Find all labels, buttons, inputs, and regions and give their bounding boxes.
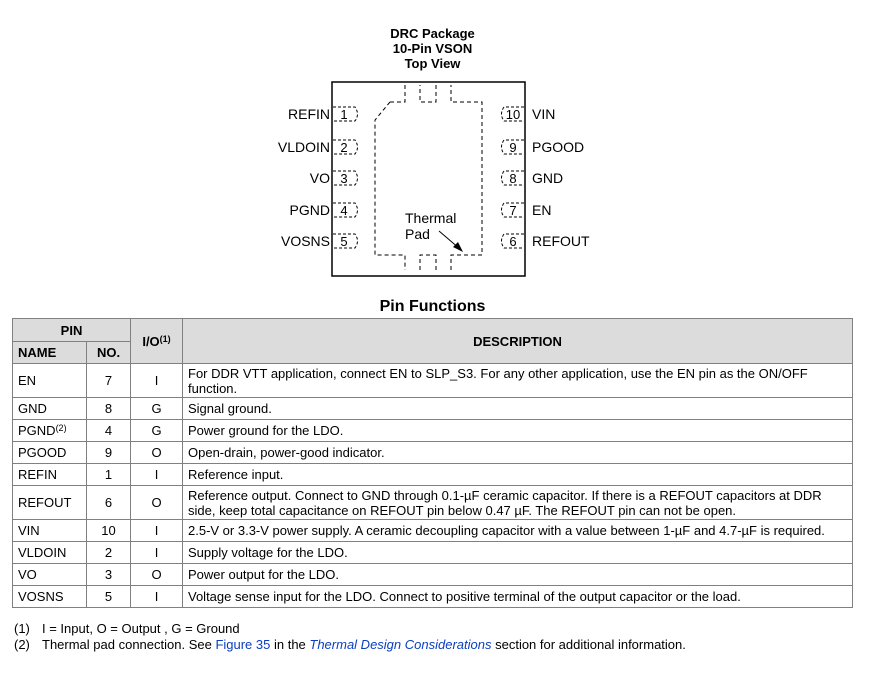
table-row (13, 464, 853, 486)
pin-name-cell (13, 564, 87, 586)
left-pin-1 (288, 106, 358, 122)
pin-number-cell: 2 (87, 542, 131, 564)
right-pin-8 (502, 170, 564, 186)
pin-description-cell: 2.5-V or 3.3-V power supply. A ceramic decoupling capacitor with a value between 1-µF and 4.7-µF is required. (183, 520, 853, 542)
left-pin-2 (278, 139, 358, 155)
pin-name: GND (18, 401, 47, 416)
package-title-line-2: 10-Pin VSON (392, 41, 473, 56)
pin-number: 6 (509, 234, 517, 249)
table-row (13, 364, 853, 398)
pin-number: 9 (509, 140, 517, 155)
table-row (13, 420, 853, 442)
pin-number: 2 (340, 140, 348, 155)
pin-description-cell: Power ground for the LDO. (183, 420, 853, 442)
thermal-design-link[interactable]: Thermal Design Considerations (309, 637, 492, 652)
pin-label: PGOOD (532, 139, 585, 155)
pin-description-cell: Reference input. (183, 464, 853, 486)
header-io-note: (1) (159, 333, 171, 344)
pin-name-cell (13, 420, 87, 442)
table-row (13, 586, 853, 608)
pin-description-cell: Supply voltage for the LDO. (183, 542, 853, 564)
thermal-label-2: Pad (405, 226, 430, 242)
pin-description-cell: Reference output. Connect to GND through 0.1-µF ceramic capacitor. If there is a REFOUT capacitors at DDR side, keep total capacitance on REFOUT pin below 0.47 µF. The REFOUT pin can not be open. (183, 486, 853, 520)
pin-io-cell: G (131, 420, 183, 442)
pin-name: VO (18, 567, 37, 582)
footnote-text-middle: in the (270, 637, 310, 652)
footnote-number: (2) (14, 637, 30, 652)
thermal-label-1: Thermal (405, 210, 457, 226)
pin-note: (2) (55, 423, 67, 433)
left-pin-3 (310, 170, 358, 186)
pin-name-cell (13, 364, 87, 398)
pin-io-cell: I (131, 586, 183, 608)
pin-io-cell: I (131, 542, 183, 564)
pin-description-cell: Signal ground. (183, 398, 853, 420)
pin-number-cell: 1 (87, 464, 131, 486)
pin-description-cell: Open-drain, power-good indicator. (183, 442, 853, 464)
table-row (13, 442, 853, 464)
pin-number: 5 (340, 234, 348, 249)
pin-io-cell: I (131, 520, 183, 542)
package-title-line-1: DRC Package (390, 26, 475, 41)
pin-number: 7 (509, 203, 517, 218)
right-pin-9 (502, 139, 585, 155)
pin-label: GND (532, 170, 564, 186)
pin-name-cell (13, 520, 87, 542)
pin-name-cell (13, 542, 87, 564)
right-pin-6 (502, 233, 591, 249)
pin-name-cell (13, 464, 87, 486)
pin-io-cell: I (131, 464, 183, 486)
pin-number: 1 (340, 107, 348, 122)
footnote-text-before: Thermal pad connection. See (42, 637, 216, 652)
footnote-2 (14, 637, 686, 653)
pin-name: PGND (18, 423, 56, 438)
pin-name: REFIN (18, 467, 57, 482)
pin-number: 3 (340, 171, 348, 186)
pin-name-cell (13, 442, 87, 464)
header-io (131, 319, 183, 364)
pin-label: VO (309, 170, 330, 186)
pin-name: VLDOIN (18, 545, 67, 560)
pin-io-cell: G (131, 398, 183, 420)
thermal-pad-outline (375, 85, 482, 270)
header-pin: PIN (13, 319, 131, 342)
pin-label: PGND (289, 202, 330, 218)
pin-io-cell: O (131, 442, 183, 464)
table-row (13, 398, 853, 420)
figure-35-link[interactable]: Figure 35 (215, 637, 271, 652)
footnotes (14, 621, 686, 653)
table-row (13, 486, 853, 520)
pin-label: EN (532, 202, 552, 218)
left-pin-4 (290, 202, 358, 218)
pin-number: 8 (509, 171, 517, 186)
pin-label: REFOUT (532, 233, 590, 249)
pin-number-cell: 8 (87, 398, 131, 420)
pin-io-cell: I (131, 364, 183, 398)
pin-name: PGOOD (18, 445, 67, 460)
pin-label: REFIN (288, 106, 330, 122)
pin-number: 10 (505, 107, 521, 122)
table-row (13, 564, 853, 586)
pin-label: VIN (532, 106, 556, 122)
header-no: NO. (87, 342, 131, 364)
pin-functions-title: Pin Functions (379, 298, 486, 315)
right-pin-10 (502, 106, 556, 122)
pin-io-cell: O (131, 486, 183, 520)
footnote-text: I = Input, O = Output , G = Ground (42, 621, 240, 636)
pin-name: VOSNS (18, 589, 64, 604)
package-title-line-3: Top View (404, 56, 461, 71)
header-description: DESCRIPTION (183, 319, 853, 364)
pin-name-cell (13, 586, 87, 608)
pin-io-cell: O (131, 564, 183, 586)
footnote-number: (1) (14, 621, 30, 636)
pin-name-cell (13, 398, 87, 420)
footnote-text-after: section for additional information. (491, 637, 686, 652)
pin-name-cell (13, 486, 87, 520)
pin-number-cell: 7 (87, 364, 131, 398)
pin-description-cell: Power output for the LDO. (183, 564, 853, 586)
pin-number-cell: 6 (87, 486, 131, 520)
header-io-label: I/O (142, 333, 160, 349)
pin-name: VIN (18, 523, 40, 538)
pin-number-cell: 10 (87, 520, 131, 542)
package-outline (332, 82, 525, 276)
pin-description-cell: For DDR VTT application, connect EN to SLP_S3. For any other application, use the EN pin as the ON/OFF function. (183, 364, 853, 398)
pin-label: VLDOIN (277, 139, 330, 155)
package-diagram (0, 0, 875, 300)
pin-number-cell: 3 (87, 564, 131, 586)
pin-functions-table (12, 318, 853, 608)
table-row (13, 542, 853, 564)
left-pin-5 (281, 233, 358, 249)
pin-number-cell: 5 (87, 586, 131, 608)
header-name: NAME (13, 342, 87, 364)
footnote-1 (14, 621, 686, 637)
thermal-arrow-head (453, 242, 463, 252)
right-pin-7 (502, 202, 552, 218)
pin-number-cell: 4 (87, 420, 131, 442)
pin-number: 4 (340, 203, 348, 218)
pin-description-cell: Voltage sense input for the LDO. Connect to positive terminal of the output capacitor or the load. (183, 586, 853, 608)
table-row (13, 520, 853, 542)
pin-number-cell: 9 (87, 442, 131, 464)
pin-label: VOSNS (280, 233, 330, 249)
pin-name: EN (18, 373, 37, 388)
pin-name: REFOUT (18, 495, 72, 510)
